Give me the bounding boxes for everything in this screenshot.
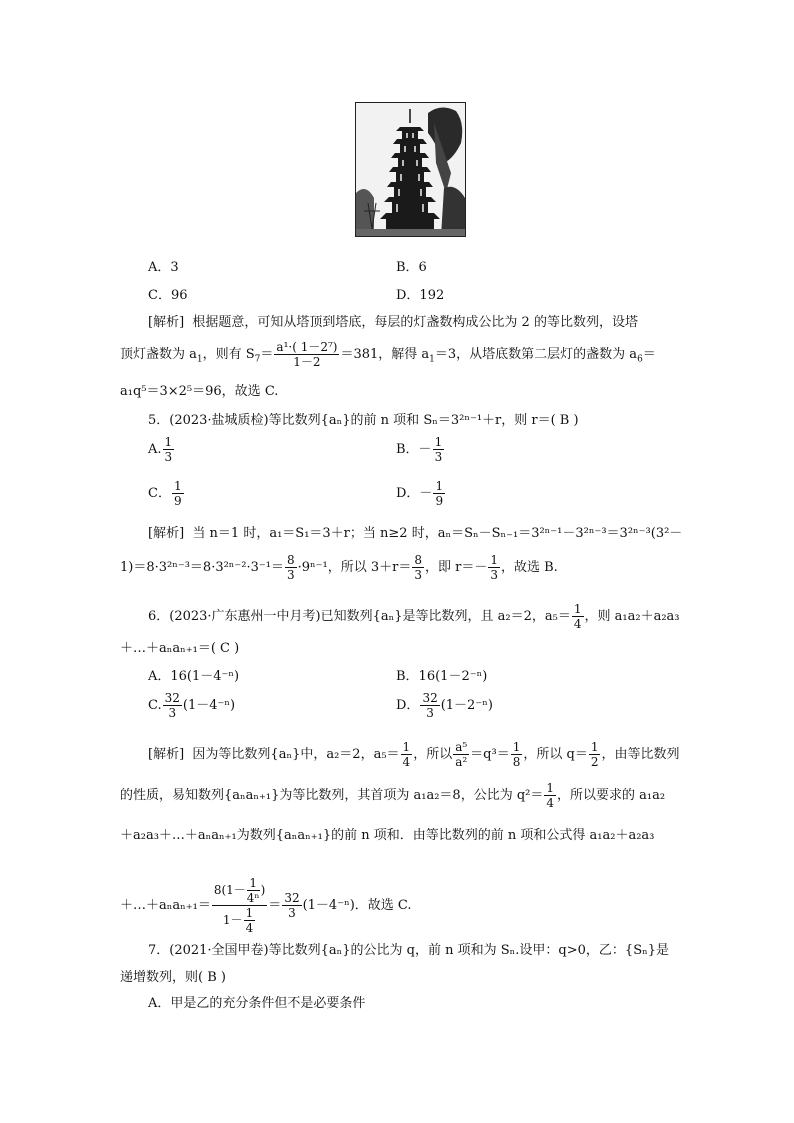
option-a: A．16(1－4⁻ⁿ) [148, 669, 240, 684]
analysis-line: a₁q⁵＝3×2⁵＝96，故选 C. [120, 384, 279, 399]
analysis-text: ，则有 S [202, 347, 255, 362]
analysis-text: ＝ [260, 347, 274, 362]
question-stem: 7．(2021·全国甲卷)等比数列{aₙ}的公比为 q，前 n 项和为 Sₙ.设甲：q>0，乙：{Sₙ}是 [148, 943, 669, 958]
option-b: B．－ $\frac{1}{3}$ [396, 435, 443, 464]
analysis-line: 顶灯盏数为 $a_1$，则有 $S_7=$ $\frac{\text{a¹·( 1－2⁷)}}{1-2}$ ＝381，解得 $a_1=3$，从塔底数第二层灯的盏数为 $a_6=$ [120, 340, 656, 369]
analysis-line: [解析] 因为等比数列{aₙ}中，a₂＝2，a₅＝ $\frac{1}{4}$ ，所以 $\frac{\text{a⁵}}{\text{a²}}$ ＝q³＝ $\frac{1}{8}$ ，所以 q＝ $\frac{1}{2}$ ，由等比数列 [148, 740, 680, 769]
analysis-text: 根据题意，可知从塔顶到塔底，每层的灯盏数构成公比为 2 的等比数列，设塔 [192, 315, 638, 330]
option-a: A．甲是乙的充分条件但不是必要条件 [148, 996, 366, 1011]
analysis-line: ＋a₂a₃＋…＋aₙaₙ₊₁为数列{aₙaₙ₊₁}的前 n 项和．由等比数列的前 n 项和公式得 a₁a₂＋a₂a₃ [120, 828, 655, 843]
option-c: C. $\frac{32}{3}$ (1－4⁻ⁿ) [148, 691, 236, 720]
option-b: B．6 [396, 260, 427, 275]
analysis-line: ＋…＋aₙaₙ₊₁＝ 8(1－ $\frac{1}{\text{4ⁿ}}$ ) 1－ $\frac{1}{4}$ ＝ $\frac{32}{3}$ (1－4⁻ⁿ)．故选 C. [120, 876, 412, 935]
analysis-line [148, 311, 638, 330]
question-stem: ＋…＋aₙaₙ₊₁＝( C ) [120, 641, 240, 656]
option-d: D．192 [396, 288, 445, 303]
analysis-line: 的性质，易知数列{aₙaₙ₊₁}为等比数列，其首项为 a₁a₂＝8，公比为 q²＝ $\frac{1}{4}$ ，所以要求的 a₁a₂ [120, 781, 666, 810]
analysis-line [148, 522, 682, 541]
analysis-text: 当 n＝1 时，a₁＝S₁＝3＋r；当 n≥2 时，aₙ＝Sₙ－Sₙ₋₁＝3²ⁿ⁻¹－3²ⁿ⁻³＝3²ⁿ⁻³(3²－ [192, 526, 683, 541]
analysis-text: ＝3，从塔底数第二层灯的盏数为 a [434, 347, 638, 362]
option-d: D．－ $\frac{1}{9}$ [396, 479, 444, 508]
analysis-text: ＝ [642, 347, 656, 362]
option-c: C． $\frac{1}{9}$ [148, 479, 182, 508]
analysis-text: 顶灯盏数为 a [120, 347, 197, 362]
option-c: C．96 [148, 288, 188, 303]
analysis-text: ＝381，解得 a [340, 347, 430, 362]
pagoda-photo [355, 102, 466, 237]
question-stem: 递增数列，则( B ) [120, 970, 226, 985]
option-a: A. $\frac{1}{3}$ [148, 435, 173, 464]
option-d: D． $\frac{32}{3}$ (1－2⁻ⁿ) [396, 691, 493, 720]
question-stem: 6．(2023·广东惠州一中月考)已知数列{aₙ}是等比数列，且 a₂＝2，a₅＝ $\frac{1}{4}$ ，则 a₁a₂＋a₂a₃ [148, 602, 680, 631]
analysis-tag: [解析] [148, 747, 185, 762]
question-stem: 5．(2023·盐城质检)等比数列{aₙ}的前 n 项和 Sₙ＝3²ⁿ⁻¹＋r，则 r＝( B ) [148, 413, 579, 428]
option-b: B．16(1－2⁻ⁿ) [396, 669, 488, 684]
fraction: $\frac{\text{a¹·( 1－2⁷)}}{1-2}$ [276, 340, 338, 369]
analysis-tag: [解析] [148, 526, 185, 541]
fraction: 8(1－ $\frac{1}{\text{4ⁿ}}$ ) 1－ $\frac{1}{4}$ [213, 876, 266, 935]
analysis-tag: [解析] [148, 315, 185, 330]
analysis-line: 1)＝8·3²ⁿ⁻³＝8·3²ⁿ⁻²·3⁻¹＝ $\frac{8}{3}$ ·9ⁿ⁻¹，所以 3＋r＝ $\frac{8}{3}$ ，即 r＝－ $\frac{1}{3}$ ，故选 B. [120, 553, 558, 582]
option-a: A．3 [148, 260, 179, 275]
